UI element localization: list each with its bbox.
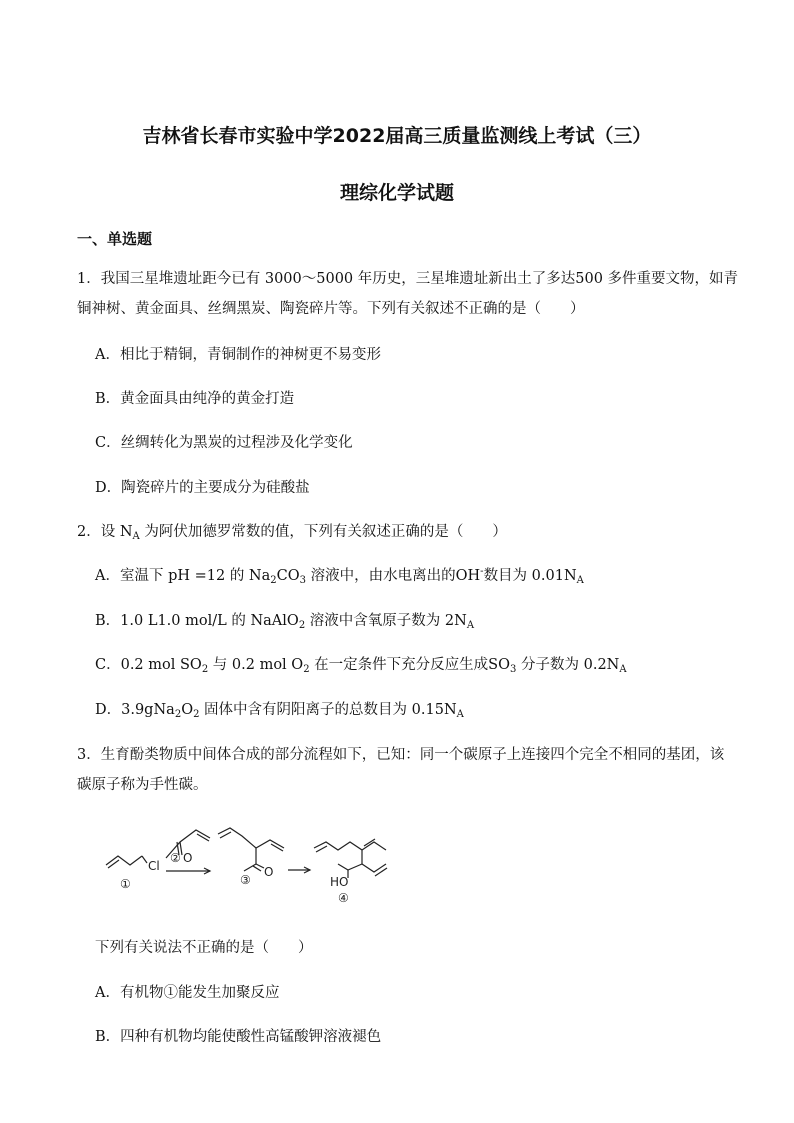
option-a-sub: A — [576, 575, 584, 586]
compound-4-label: ④ — [338, 891, 349, 905]
option-a-part: CO — [276, 568, 300, 584]
chlorine-label: Cl — [148, 859, 160, 873]
question-3-prompt: 下列有关说法不正确的是（ ） — [95, 940, 313, 956]
question-1-option-b: B．黄金面具由纯净的黄金打造 — [95, 391, 295, 407]
compound-3-structure — [218, 828, 284, 871]
reaction-arrow-2 — [288, 867, 310, 873]
option-d-sub: 2 — [193, 709, 200, 720]
question-2-option-b — [95, 609, 474, 631]
question-3-line-1 — [77, 743, 724, 764]
option-b-part: B．1.0 L1.0 mol/L 的 NaAlO — [95, 613, 299, 629]
option-a-part: A．室温下 pH =12 的 Na — [95, 568, 271, 584]
question-1-line-1 — [77, 267, 738, 288]
question-3-text-1: 生育酚类物质中间体合成的部分流程如下，已知：同一个碳原子上连接四个完全不相同的基团，该 — [100, 747, 725, 763]
option-d-part: D．3.9gNa — [95, 702, 175, 718]
question-2-stem-sub: A — [132, 531, 140, 542]
option-a-sup: - — [480, 566, 484, 578]
question-1-option-c: C．丝绸转化为黑炭的过程涉及化学变化 — [95, 435, 353, 451]
option-c-part: 与 0.2 mol O — [208, 657, 304, 673]
option-c-sub: 2 — [201, 664, 209, 675]
question-3-option-a: A．有机物①能发生加聚反应 — [95, 985, 280, 1001]
document-subtitle: 理综化学试题 — [339, 182, 454, 204]
option-d-sub: 2 — [174, 709, 182, 720]
option-c-sub: 2 — [303, 664, 310, 675]
question-2-stem-part: 为阿伏加德罗常数的值，下列有关叙述正确的是（ ） — [139, 524, 507, 540]
option-c-sub: 3 — [510, 664, 517, 675]
compound-1-label: ① — [120, 877, 131, 891]
question-2-option-a — [95, 564, 584, 586]
option-a-part: 数目为 0.01N — [483, 568, 577, 584]
option-d-sub: A — [456, 709, 464, 720]
option-a-part: 溶液中，由水电离出的OH — [306, 568, 481, 584]
carbonyl-oxygen-label-2: O — [183, 851, 193, 865]
option-d-part: O — [181, 702, 194, 718]
question-3-line-2: 碳原子称为手性碳。 — [77, 777, 208, 793]
compound-2-label: ② — [170, 851, 181, 865]
option-c-part: 在一定条件下充分反应生成SO — [309, 657, 511, 673]
question-2-number: 2． — [77, 524, 101, 540]
question-2-option-c — [95, 653, 627, 675]
option-b-sub: A — [466, 620, 475, 631]
option-a-sub: 3 — [299, 575, 307, 586]
reaction-arrow-1 — [166, 868, 210, 874]
question-3-option-b: B．四种有机物均能使酸性高锰酸钾溶液褪色 — [95, 1029, 382, 1045]
question-1-option-d: D．陶瓷碎片的主要成分为硅酸盐 — [95, 480, 310, 496]
compound-3-label: ③ — [240, 873, 251, 887]
question-3-number: 3． — [77, 747, 101, 763]
question-1-text-1: 我国三星堆遗址距今已有 3000～5000 年历史，三星堆遗址新出土了多达500 多件重要文物，如青 — [100, 271, 739, 287]
document-title: 吉林省长春市实验中学2022届高三质量监测线上考试（三） — [142, 125, 652, 147]
question-1-option-a: A．相比于精铜，青铜制作的神树更不易变形 — [95, 347, 381, 363]
option-b-part: 溶液中含氧原子数为 2N — [305, 613, 467, 629]
compound-4-structure — [314, 839, 387, 878]
question-2-stem — [77, 520, 507, 542]
option-a-sub: 2 — [270, 575, 277, 586]
option-c-part: 分子数为 0.2N — [516, 657, 620, 673]
section-heading: 一、单选题 — [77, 230, 153, 248]
compound-1-structure — [106, 856, 147, 868]
option-b-sub: 2 — [298, 620, 306, 631]
option-c-sub: A — [619, 664, 627, 675]
question-2-stem-part: 设 N — [100, 524, 133, 540]
option-d-part: 固体中含有阴阳离子的总数目为 0.15N — [199, 702, 457, 718]
hydroxyl-label: HO — [330, 875, 349, 889]
option-c-part: C．0.2 mol SO — [95, 657, 202, 673]
reaction-scheme — [100, 818, 400, 918]
question-1-number: 1． — [77, 271, 101, 287]
question-2-option-d — [95, 698, 464, 720]
question-1-line-2: 铜神树、黄金面具、丝绸黑炭、陶瓷碎片等。下列有关叙述不正确的是（ ） — [77, 301, 585, 317]
carbonyl-oxygen-label-3: O — [264, 865, 274, 879]
